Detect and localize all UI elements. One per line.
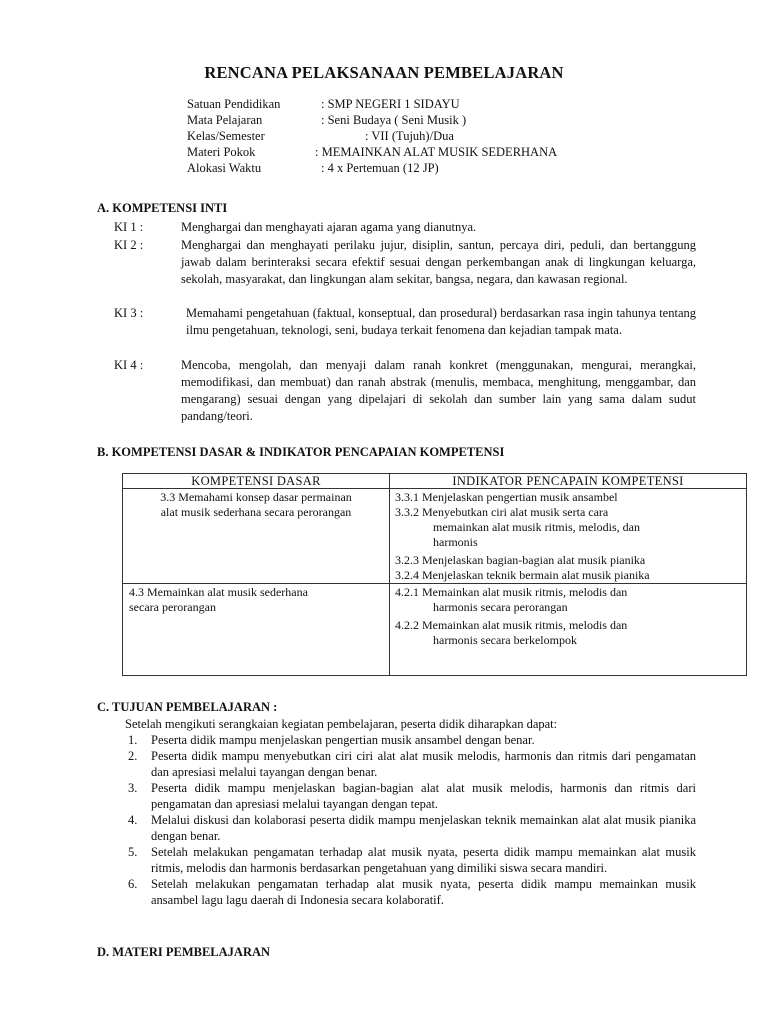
indicator-item: 4.2.1 Memainkan alat musik ritmis, melodis dan — [395, 585, 628, 599]
meta-label: Satuan Pendidikan — [187, 97, 281, 111]
ki-text: Menghargai dan menghayati ajaran agama yang dianutnya. — [181, 220, 477, 234]
kd-line: secara perorangan — [129, 600, 216, 614]
ki-text: Menghargai dan menghayati perilaku jujur, disiplin, santun, percaya diri, peduli, dan bertanggung jawab dalam berinteraksi secara efektif sesuai dengan perkembangan anak di lingkungan keluarga, sekolah, masyarakat, dan lingkungan alam sekitar, bangsa, negara, dan kawasan regional. — [181, 238, 696, 286]
kd-cell — [123, 584, 390, 676]
section-b-heading: B. KOMPETENSI DASAR & INDIKATOR PENCAPAIAN KOMPETENSI — [97, 445, 505, 459]
kd-line: 4.3 Memainkan alat musik sederhana — [129, 585, 308, 599]
list-item-text: Melalui diskusi dan kolaborasi peserta didik mampu menjelaskan teknik memainkan alat alat musik pianika dengan benar. — [151, 813, 696, 843]
list-item — [128, 732, 696, 748]
ki-3 — [114, 305, 696, 357]
kd-cell — [123, 489, 390, 584]
list-item — [128, 876, 696, 908]
list-item-number: 5. — [128, 845, 138, 859]
meta-label: Alokasi Waktu — [187, 161, 262, 175]
header-kompetensi-dasar: KOMPETENSI DASAR — [123, 474, 390, 489]
indicator-item: 4.2.2 Memainkan alat musik ritmis, melodis dan — [395, 618, 628, 632]
list-item — [128, 748, 696, 780]
kd-line: 3.3 Memahami konsep dasar permainan — [160, 490, 352, 504]
section-c-heading: C. TUJUAN PEMBELAJARAN : — [97, 700, 278, 714]
indicator-item: 3.3.2 Menyebutkan ciri alat musik serta cara — [395, 505, 609, 519]
indicator-item: 3.3.1 Menjelaskan pengertian musik ansambel — [395, 490, 618, 504]
list-item-text: Setelah melakukan pengamatan terhadap alat musik nyata, peserta didik mampu memainkan musik ansambel lagu lagu daerah di Indonesia secara kolaboratif. — [151, 877, 696, 907]
list-item-number: 4. — [128, 813, 138, 827]
indicator-item-cont: memainkan alat musik ritmis, melodis, dan — [433, 520, 640, 534]
ki-2 — [114, 237, 696, 307]
tujuan-intro: Setelah mengikuti serangkaian kegiatan pembelajaran, peserta didik diharapkan dapat: — [125, 717, 558, 731]
list-item — [128, 812, 696, 844]
tujuan-list — [128, 732, 696, 908]
indicator-item-cont: harmonis secara berkelompok — [433, 633, 577, 647]
indicator-cell — [390, 489, 747, 584]
list-item-text: Setelah melakukan pengamatan terhadap alat musik nyata, peserta didik mampu memainkan alat musik ritmis, melodis dan harmonis berdasarkan pengetahuan yang dimiliki siswa secara mandiri. — [151, 845, 696, 875]
table-row — [123, 489, 747, 584]
header-indikator: INDIKATOR PENCAPAIN KOMPETENSI — [390, 474, 747, 489]
kd-line: alat musik sederhana secara perorangan — [160, 505, 352, 519]
indicator-item-cont: harmonis — [433, 535, 478, 549]
meta-value: : 4 x Pertemuan (12 JP) — [321, 161, 439, 175]
list-item-text: Peserta didik mampu menjelaskan pengertian musik ansambel dengan benar. — [151, 733, 535, 747]
kd-table — [122, 473, 747, 676]
indicator-item: 3.2.3 Menjelaskan bagian-bagian alat musik pianika — [395, 553, 646, 567]
list-item-number: 1. — [128, 733, 138, 747]
section-a-heading: A. KOMPETENSI INTI — [97, 201, 228, 215]
indicator-item: 3.2.4 Menjelaskan teknik bermain alat musik pianika — [395, 568, 650, 582]
section-d-heading: D. MATERI PEMBELAJARAN — [97, 945, 271, 959]
list-item-text: Peserta didik mampu menjelaskan bagian-bagian alat alat musik melodis, harmonis dan ritmis dari pengamatan dan apresiasi melalui tayangan dengan tepat. — [151, 781, 696, 811]
meta-value: : MEMAINKAN ALAT MUSIK SEDERHANA — [315, 145, 558, 159]
meta-label: Mata Pelajaran — [187, 113, 263, 127]
meta-label: Materi Pokok — [187, 145, 256, 159]
ki-text: Mencoba, mengolah, dan menyaji dalam ranah konkret (menggunakan, mengurai, merangkai, memodifikasi, dan membuat) dan ranah abstrak (menulis, membaca, menghitung, menggambar, dan mengarang) sesuai dengan yang dipelajari di sekolah dan sumber lain yang sama dalam sudut pandang/teori. — [181, 358, 696, 423]
meta-value: : SMP NEGERI 1 SIDAYU — [321, 97, 460, 111]
indicator-item-cont: harmonis secara perorangan — [433, 600, 568, 614]
list-item-number: 2. — [128, 749, 138, 763]
ki-text: Memahami pengetahuan (faktual, konseptual, dan prosedural) berdasarkan rasa ingin tahunya tentang ilmu pengetahuan, teknologi, seni, budaya terkait fenomena dan kejadian tampak mata. — [186, 306, 696, 337]
meta-label: Kelas/Semester — [187, 129, 265, 143]
list-item — [128, 844, 696, 876]
ki-label: KI 1 : — [114, 220, 144, 234]
meta-value: : VII (Tujuh)/Dua — [365, 129, 454, 143]
list-item-number: 3. — [128, 781, 138, 795]
ki-label: KI 4 : — [114, 358, 144, 372]
list-item-number: 6. — [128, 877, 138, 891]
document-title: RENCANA PELAKSANAAN PEMBELAJARAN — [204, 63, 564, 82]
list-item — [128, 780, 696, 812]
indicator-cell — [390, 584, 747, 676]
ki-4 — [114, 357, 696, 427]
list-item-text: Peserta didik mampu menyebutkan ciri ciri alat alat musik melodis, harmonis dan ritmis dari pengamatan dan apresiasi melalui tayangan dengan benar. — [151, 749, 696, 779]
meta-value: : Seni Budaya ( Seni Musik ) — [321, 113, 467, 127]
ki-label: KI 2 : — [114, 238, 144, 252]
ki-label: KI 3 : — [114, 306, 144, 320]
table-row — [123, 584, 747, 676]
table-header-row — [123, 474, 747, 489]
